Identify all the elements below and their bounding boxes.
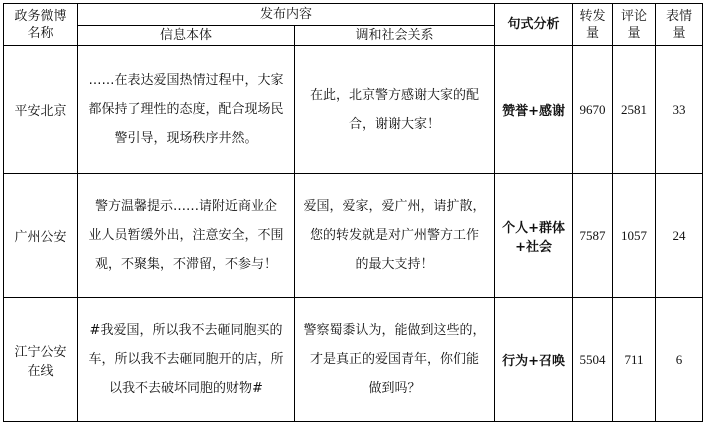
info-line: ……在表达爱国热情过程中，大家: [88, 73, 284, 88]
account-name: [4, 46, 78, 174]
info-text: [78, 174, 295, 298]
info-text: [78, 298, 295, 422]
header-comments-line1: 评论: [621, 8, 648, 24]
emoji-count: 33: [656, 46, 703, 174]
syntax-line: +社会: [515, 239, 552, 255]
header-content-group: 发布内容: [78, 4, 495, 26]
info-line: 观，不聚集，不滞留，不参与！: [94, 257, 277, 272]
account-name: [4, 298, 78, 422]
social-line: 合，谢谢大家！: [349, 116, 441, 132]
syntax-cell: [495, 46, 573, 174]
info-text: [78, 46, 295, 174]
weibo-analysis-table: [3, 3, 703, 422]
social-line: 做到吗？: [368, 381, 421, 396]
syntax-cell: [495, 298, 573, 422]
header-syntax: 句式分析: [495, 4, 573, 46]
table-row: [4, 174, 703, 298]
social-line: 警察蜀黍认为，能做到这些的，: [303, 323, 486, 338]
header-reposts: [573, 4, 613, 46]
emoji-count: 6: [656, 298, 703, 422]
account-name-line: 江宁公安: [14, 344, 67, 360]
header-emoji-line1: 表情: [666, 8, 693, 24]
info-line: 警引导，现场秩序井然。: [114, 131, 258, 146]
comments-count: 2581: [613, 46, 656, 174]
syntax-cell: [495, 174, 573, 298]
header-account: [4, 4, 78, 46]
info-line: 都保持了理性的态度，配合现场民: [88, 102, 284, 117]
reposts-count: 9670: [573, 46, 613, 174]
comments-count: 1057: [613, 174, 656, 298]
info-line: 车，所以我不去砸同胞开的店，所: [88, 352, 284, 367]
social-text: [295, 174, 495, 298]
account-name: [4, 174, 78, 298]
syntax-line: 赞誉+感谢: [502, 104, 565, 119]
info-line: 以我不去破坏同胞的财物#: [109, 381, 263, 396]
emoji-count: 24: [656, 174, 703, 298]
account-name-line: 平安北京: [14, 104, 67, 119]
social-line: 您的转发就是对广州警方工作: [310, 228, 480, 243]
info-line: 业人员暂缓外出，注意安全，不围: [88, 228, 284, 243]
header-emoji: [656, 4, 703, 46]
social-text: [295, 298, 495, 422]
social-line: 才是真正的爱国青年，你们能: [310, 352, 480, 367]
header-reposts-line1: 转发: [579, 8, 606, 24]
header-account-line2: 名称: [27, 25, 54, 41]
syntax-line: 个人+群体: [502, 220, 565, 236]
header-account-line1: 政务微博: [14, 8, 67, 24]
reposts-count: 5504: [573, 298, 613, 422]
header-comments-line2: 量: [627, 25, 641, 41]
header-emoji-line2: 量: [672, 25, 686, 41]
social-text: [295, 46, 495, 174]
table-row: [4, 46, 703, 174]
info-line: #我爱国，所以我不去砸同胞买的: [89, 323, 283, 338]
header-comments: [613, 4, 656, 46]
syntax-line: 行为+召唤: [502, 354, 565, 369]
account-name-line: 在线: [27, 363, 54, 379]
account-name-line: 广州公安: [14, 230, 67, 245]
header-reposts-line2: 量: [586, 25, 600, 41]
social-line: 爱国，爱家，爱广州，请扩散，: [303, 199, 486, 214]
header-social: 调和社会关系: [295, 26, 495, 46]
comments-count: 711: [613, 298, 656, 422]
social-line: 在此，北京警方感谢大家的配: [310, 87, 480, 103]
reposts-count: 7587: [573, 174, 613, 298]
social-line: 的最大支持！: [355, 257, 434, 272]
header-info: 信息本体: [78, 26, 295, 46]
table-row: [4, 298, 703, 422]
info-line: 警方温馨提示……请附近商业企: [94, 199, 277, 214]
